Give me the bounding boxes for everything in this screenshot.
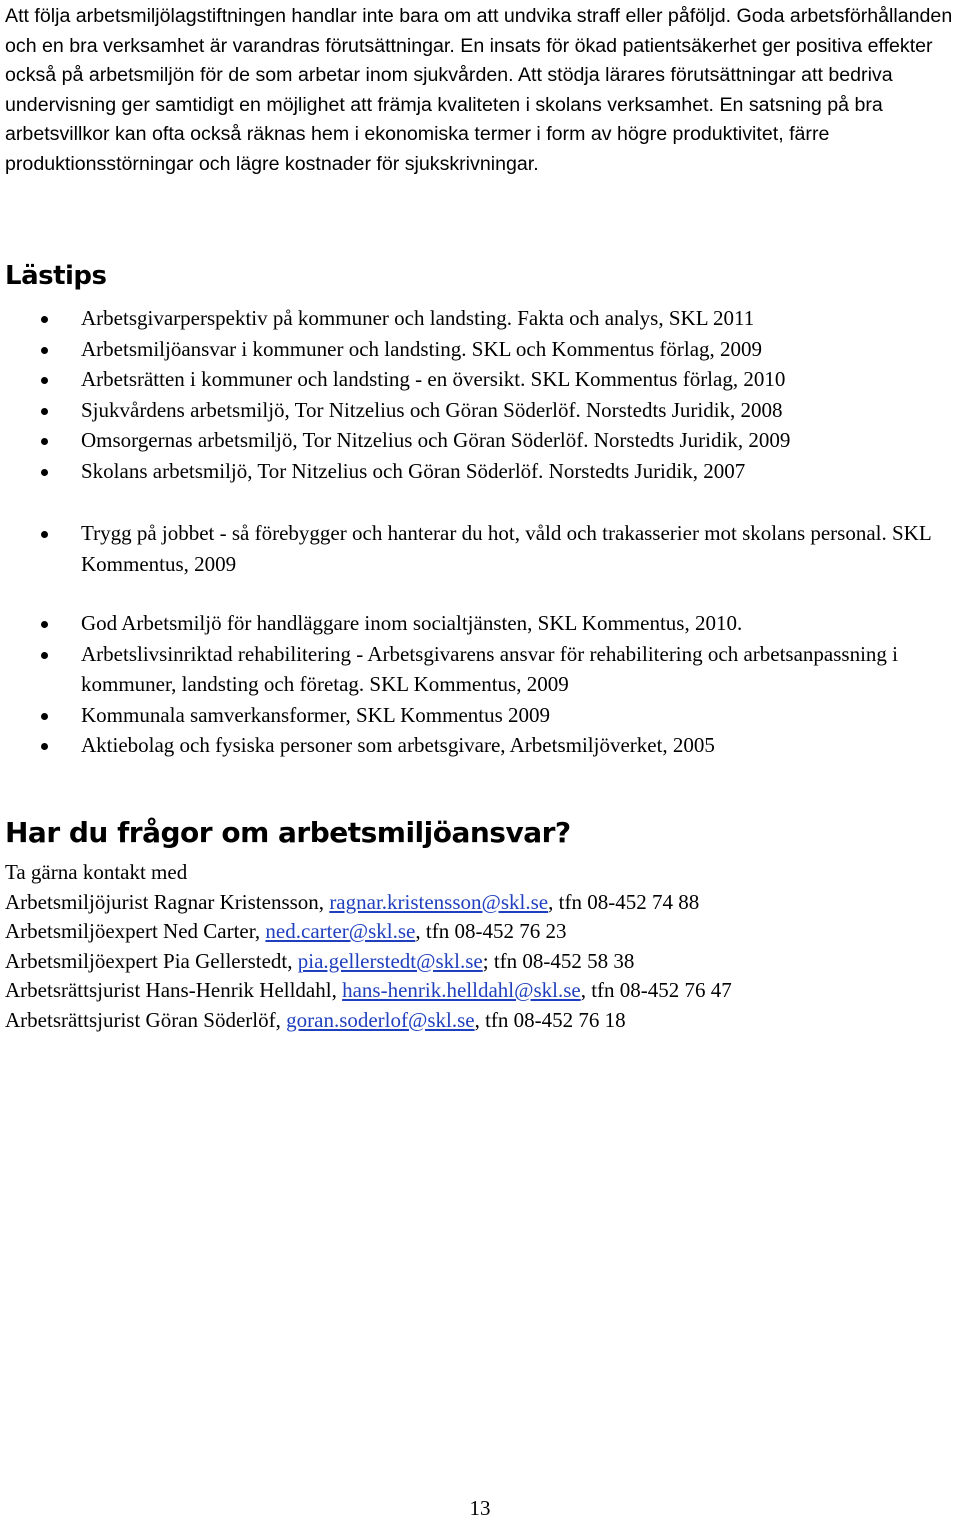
bullet-icon — [41, 316, 48, 323]
list-item — [0, 395, 960, 426]
bullet-icon — [41, 531, 48, 538]
contact-heading: Har du frågor om arbetsmiljöansvar? — [5, 816, 571, 849]
list-item — [0, 639, 960, 700]
contact-phone: , tfn 08-452 76 18 — [474, 1007, 626, 1032]
list-item — [0, 364, 960, 395]
list-item — [0, 456, 960, 487]
contact-person — [5, 917, 955, 947]
list-item-text: Arbetsmiljöansvar i kommuner och landsting. SKL och Kommentus förlag, 2009 — [81, 336, 763, 361]
list-item-text: Arbetsrätten i kommuner och landsting - en översikt. SKL Kommentus förlag, 2010 — [81, 367, 786, 391]
list-item-text: Arbetslivsinriktad rehabilitering - Arbetsgivarens ansvar för rehabilitering och arbetsanpassning i kommuner, landsting och företag. SKL Kommentus, 2009 — [81, 641, 899, 696]
contact-phone: , tfn 08-452 76 23 — [415, 919, 567, 943]
contact-person — [5, 976, 955, 1006]
bullet-icon — [41, 438, 48, 445]
bullet-icon — [41, 743, 48, 750]
list-item — [0, 608, 960, 639]
contact-block — [5, 858, 955, 1035]
email-link[interactable]: ned.carter@skl.se — [265, 919, 416, 943]
list-item-text: Sjukvårdens arbetsmiljö, Tor Nitzelius och Göran Söderlöf. Norstedts Juridik, 2008 — [81, 397, 783, 422]
lastips-heading: Lästips — [5, 261, 107, 291]
email-link[interactable]: pia.gellerstedt@skl.se — [297, 948, 483, 973]
reading-list-group-3 — [0, 608, 960, 761]
contact-intro: Ta gärna kontakt med — [5, 860, 188, 884]
list-item — [0, 334, 960, 365]
contact-phone: ; tfn 08-452 58 38 — [482, 948, 635, 973]
bullet-icon — [41, 377, 48, 384]
contact-name: Arbetsmiljöexpert Ned Carter, — [5, 919, 266, 943]
contact-phone: , tfn 08-452 74 88 — [548, 889, 700, 914]
email-link[interactable]: ragnar.kristensson@skl.se — [329, 889, 549, 914]
contact-person — [5, 888, 955, 918]
bullet-icon — [41, 621, 48, 628]
page-number: 13 — [469, 1496, 491, 1520]
list-item — [0, 425, 960, 456]
intro-sentence: Att stödja lärares förutsättningar att bedriva undervisning ger samtidigt en möjlighet att främja kvaliteten i skolans verksamhet. — [5, 64, 893, 116]
bullet-icon — [41, 347, 48, 354]
reading-list-group-1 — [0, 303, 960, 486]
list-item-text: Skolans arbetsmiljö, Tor Nitzelius och Göran Söderlöf. Norstedts Juridik, 2007 — [81, 458, 746, 483]
intro-sentence: Att följa arbetsmiljölagstiftningen handlar inte bara om att undvika straff eller påföljd. Goda arbetsförhållanden och en bra verksamhet är varandras förutsättningar. En insats för ökad patientsäkerhet ger positiva effekter också på arbetsmiljön för de som arbetar inom sjukvården. — [5, 5, 953, 86]
bullet-icon — [41, 408, 48, 415]
bullet-icon — [41, 652, 48, 659]
intro-paragraph — [5, 2, 957, 179]
bullet-icon — [41, 469, 48, 476]
list-item-text: Trygg på jobbet - så förebygger och hanterar du hot, våld och trakasserier mot skolans personal. SKL Kommentus, 2009 — [81, 521, 931, 576]
list-item — [0, 303, 960, 334]
list-item-text: God Arbetsmiljö för handläggare inom socialtjänsten, SKL Kommentus, 2010. — [81, 611, 743, 635]
list-item — [0, 518, 960, 579]
list-item-text: Aktiebolag och fysiska personer som arbetsgivare, Arbetsmiljöverket, 2005 — [81, 733, 715, 757]
contact-name: Arbetsrättsjurist Göran Söderlöf, — [5, 1007, 287, 1032]
contact-person — [5, 947, 955, 977]
bullet-icon — [41, 713, 48, 720]
list-item — [0, 700, 960, 731]
list-item-text: Arbetsgivarperspektiv på kommuner och landsting. Fakta och analys, SKL 2011 — [81, 306, 755, 330]
reading-list-group-2 — [0, 518, 960, 579]
contact-person — [5, 1006, 955, 1036]
contact-name: Arbetsmiljöexpert Pia Gellerstedt, — [5, 948, 298, 973]
list-item — [0, 730, 960, 761]
contact-phone: , tfn 08-452 76 47 — [580, 978, 732, 1002]
list-item-text: Omsorgernas arbetsmiljö, Tor Nitzelius och Göran Söderlöf. Norstedts Juridik, 2009 — [81, 428, 791, 452]
list-item-text: Kommunala samverkansformer, SKL Kommentus 2009 — [81, 702, 551, 727]
email-link[interactable]: hans-henrik.helldahl@skl.se — [342, 978, 581, 1002]
contact-name: Arbetsrättsjurist Hans-Henrik Helldahl, — [5, 978, 343, 1002]
intro-sentence: En satsning på bra arbetsvillkor kan ofta också räknas hem i ekonomiska termer i form av högre produktivitet, färre produktionsstörningar och lägre kostnader för sjukskrivningar. — [5, 93, 883, 175]
email-link[interactable]: goran.soderlof@skl.se — [286, 1007, 475, 1032]
contact-name: Arbetsmiljöjurist Ragnar Kristensson, — [5, 889, 330, 914]
